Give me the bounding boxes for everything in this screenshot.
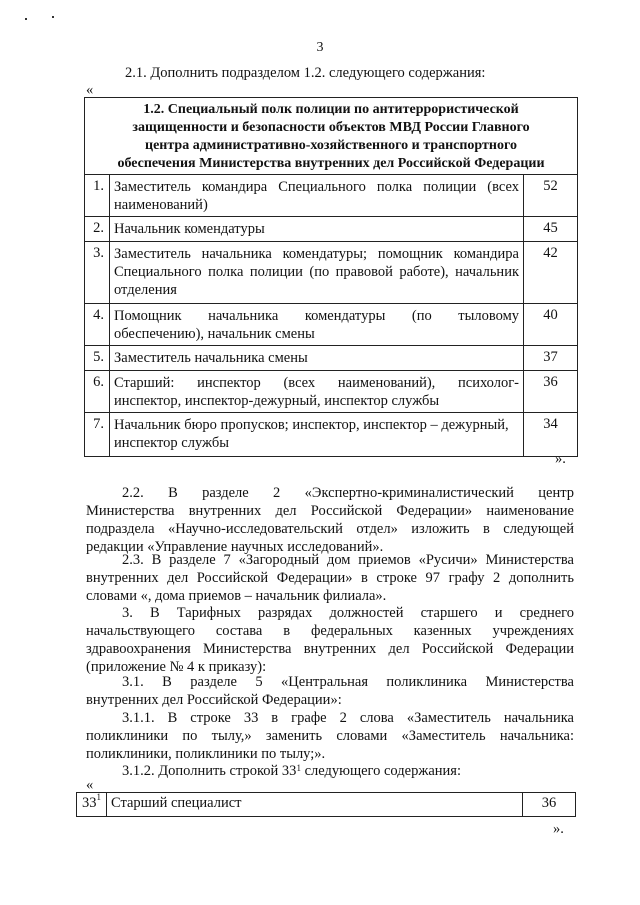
row-number: 7. (85, 413, 110, 456)
para-3-1-1-line: 3.1.1. В строке 33 в графе 2 слова «Заместитель начальника (122, 710, 574, 726)
row-text-line: Начальник бюро пропусков; инспектор, инспектор – дежурный, (114, 417, 509, 433)
intro-line: 2.1. Дополнить подразделом 1.2. следующего содержания: (125, 65, 486, 81)
para-3-1-2-text: следующего содержания: (300, 763, 462, 779)
para-3-1-line: внутренних дел Российской Федерации»: (86, 692, 342, 708)
row-text-line: Начальник комендатуры (114, 221, 265, 237)
row-text-line: инспектор, инспектор-дежурный, инспектор службы (114, 393, 440, 409)
table-row (85, 371, 577, 413)
row-number: 6. (85, 371, 110, 412)
para-2-3-line: внутренних дел Российской Федерации» в строке 97 графу 2 дополнить (86, 570, 574, 586)
para-2-3-line: 2.3. В разделе 7 «Загородный дом приемов «Русичи» Министерства (122, 552, 574, 568)
addition-table (76, 792, 576, 817)
row-text-line: Заместитель командира Специального полка полиции (всех (114, 179, 519, 195)
row-number: 2. (85, 217, 110, 241)
row-value: 52 (543, 178, 558, 194)
table-row (85, 413, 577, 456)
row-position (110, 371, 524, 412)
row-position: Старший специалист (107, 793, 523, 816)
page-number: 3 (316, 40, 324, 55)
scan-speck (25, 18, 27, 20)
para-2-3-line: словами «, дома приемов – начальник филиала». (86, 588, 387, 604)
positions-table (84, 97, 578, 457)
para-3-line: 3. В Тарифных разрядах должностей старшего и среднего (122, 605, 574, 621)
para-3-line: здравоохранения Министерства внутренних дел Российской Федерации (86, 641, 574, 657)
row-value: 36 (541, 795, 557, 811)
row-value: 34 (543, 416, 558, 432)
row-value: 36 (543, 374, 558, 390)
row-text-line: Специального полка полиции (по правовой работе), начальник (114, 264, 519, 280)
row-number-text: 33 (82, 795, 97, 811)
para-2-2-line: редакции «Управление научных исследований». (86, 539, 384, 555)
superscript: 1 (96, 792, 101, 802)
row-position (110, 304, 524, 345)
close-quote: ». (553, 821, 564, 837)
table-heading-line: 1.2. Специальный полк полиции по антитеррористической (143, 102, 519, 117)
row-position (110, 175, 524, 216)
row-text-line: Помощник начальника комендатуры (по тыловому (114, 308, 519, 324)
row-text-line: Старший: инспектор (всех наименований), психолог- (114, 375, 519, 391)
close-quote: ». (555, 451, 566, 467)
row-number: 5. (85, 346, 110, 370)
row-text-line: Заместитель начальника комендатуры; помощник командира (114, 246, 519, 262)
table-row (85, 217, 577, 242)
para-2-2-line: подраздела «Научно-исследовательский отдел» изложить в следующей (86, 521, 574, 537)
open-quote: « (86, 82, 94, 98)
para-3-1-1-line: поликлиники по тылу,» заменить словами «Заместитель начальника: (86, 728, 574, 744)
row-number (77, 793, 107, 816)
table-heading-line: центра административно-хозяйственного и транспортного (145, 138, 517, 153)
para-3-line: (приложение № 4 к приказу): (86, 659, 267, 675)
para-3-1-2-text: 3.1.2. Дополнить строкой 33 (122, 763, 297, 779)
table-row (85, 304, 577, 346)
open-quote: « (86, 777, 94, 793)
row-number: 3. (85, 242, 110, 303)
row-text-line: наименований) (114, 197, 208, 213)
table-heading-line: обеспечения Министерства внутренних дел Российской Федерации (117, 156, 545, 171)
row-position (110, 413, 524, 456)
para-2-2-line: 2.2. В разделе 2 «Экспертно-криминалистический центр (122, 485, 574, 501)
row-text-line: обеспечению), начальник смены (114, 326, 315, 342)
row-position (110, 242, 524, 303)
table-heading-line: защищенности и безопасности объектов МВД России Главного (132, 120, 530, 135)
row-value: 40 (543, 307, 558, 323)
row-text-line: инспектор службы (114, 435, 229, 451)
table-row (85, 242, 577, 304)
para-3-line: начальствующего состава в федеральных казенных учреждениях (86, 623, 574, 639)
row-value: 37 (543, 349, 558, 365)
row-text-line: отделения (114, 282, 177, 298)
row-position (110, 346, 524, 370)
para-3-1-line: 3.1. В разделе 5 «Центральная поликлиника Министерства (122, 674, 574, 690)
table-row (85, 175, 577, 217)
row-value: 45 (543, 220, 558, 236)
row-number: 4. (85, 304, 110, 345)
table-row (85, 346, 577, 371)
para-3-1-2-line (122, 762, 461, 780)
table-heading (85, 98, 577, 175)
para-2-2-line: Министерства внутренних дел Российской Федерации» наименование (86, 503, 574, 519)
row-position (110, 217, 524, 241)
row-value: 42 (543, 245, 558, 261)
row-number: 1. (85, 175, 110, 216)
para-3-1-1-line: поликлиники, поликлиники по тылу;». (86, 746, 326, 762)
superscript: 1 (296, 763, 301, 773)
scan-speck (52, 16, 54, 18)
row-text-line: Заместитель начальника смены (114, 350, 308, 366)
